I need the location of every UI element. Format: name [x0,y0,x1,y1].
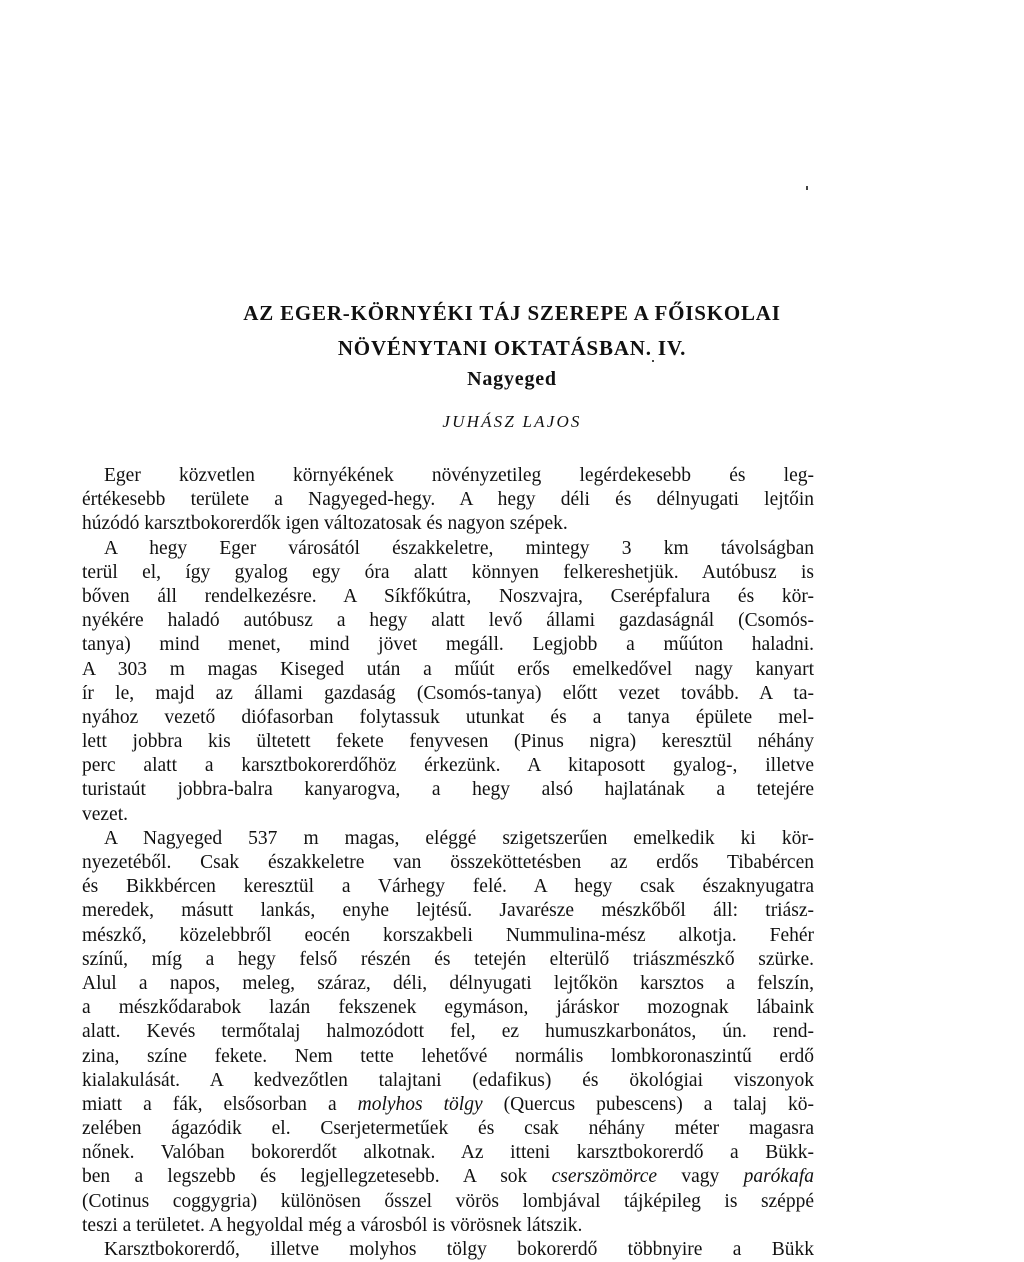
text-line: A hegy Eger városától északkeletre, mintegy 3 km távolságban [104,537,814,559]
stray-mark [806,186,808,190]
text-line: alatt. Kevés termőtalaj halmozódott fel, ez humuszkarbonátos, ún. rend- [82,1021,814,1043]
text-line: terül el, így gyalog egy óra alatt könnyen felkereshetjük. Autóbusz is [82,561,814,583]
article-title-line-1: AZ EGER-KÖRNYÉKI TÁJ SZEREPE A FŐISKOLAI [243,301,781,325]
text-line: húzódó karsztbokorerdők igen változatosak és nagyon szépek. [82,513,568,535]
text-line: perc alatt a karsztbokorerdőhöz érkezünk. A kitaposott gyalog-, illetve [82,755,814,777]
text-line: színű, míg a hegy felső részén és tetején elterülő triászmészkő szürke. [82,948,814,970]
text-line: miatt a fák, elsősorban a molyhos tölgy (Quercus pubescens) a talaj kö- [82,1093,814,1115]
text-line: és Bikkbércen keresztül a Várhegy felé. A hegy csak északnyugatra [82,876,814,898]
text-line: tanya) mind menet, mind jövet megáll. Legjobb a műúton haladni. [82,634,814,656]
text-line: nyezetéből. Csak északkeletre van összeköttetésben az erdős Tibabércen [82,852,814,873]
text-line: zelében ágazódik el. Cserjetermetűek és csak néhány méter magasra [82,1118,814,1140]
article-subtitle: Nagyeged [467,368,557,390]
text-line: teszi a területet. A hegyoldal még a városból is vörösnek látszik. [82,1214,583,1236]
text-line: vezet. [82,803,129,825]
text-line: ben a legszebb és legjellegzetesebb. A sok cserszömörce vagy parókafa [82,1166,814,1188]
text-line: értékesebb területe a Nagyeged-hegy. A hegy déli és délnyugati lejtőin [82,489,814,511]
text-line: bőven áll rendelkezésre. A Síkfőkútra, Noszvajra, Cserépfalura és kör- [82,585,814,607]
text-line: (Cotinus coggygria) különösen ősszel vörös lombjával tájképileg is széppé [82,1190,814,1212]
text-line: kialakulását. A kedvezőtlen talajtani (edafikus) és ökológiai viszonyok [82,1069,814,1091]
text-line: meredek, másutt lankás, enyhe lejtésű. Javarésze mészkőből áll: triász- [82,900,814,922]
text-line: lett jobbra kis ültetett fekete fenyvesen (Pinus nigra) keresztül néhány [82,731,814,753]
article-body [82,464,814,1262]
text-line: Eger közvetlen környékének növényzetileg legérdekesebb és leg- [104,465,814,486]
text-line: nyához vezető diófasorban folytassuk utunkat és a tanya épülete mel- [82,706,814,728]
text-line: mészkő, közelebbről eocén korszakbeli Nummulina-mész alkotja. Fehér [82,924,814,946]
text-line: nyékére haladó autóbusz a hegy alatt levő állami gazdaságnál (Csomós- [82,610,814,632]
text-line: a mészkődarabok lazán fekszenek egymáson, járáskor mozognak lábaink [82,997,814,1019]
text-line: nőnek. Valóban bokorerdőt alkotnak. Az itteni karsztbokorerdő a Bükk- [82,1142,814,1164]
article-author: JUHÁSZ LAJOS [442,412,582,431]
text-line: ír le, majd az állami gazdaság (Csomós-tanya) előtt vezet tovább. A ta- [82,682,814,704]
text-line: Alul a napos, meleg, száraz, déli, délnyugati lejtőkön karsztos a felszín, [82,972,814,994]
text-line: turistaút jobbra-balra kanyarogva, a hegy alsó hajlatának a tetejére [82,779,814,801]
article-title-line-2: NÖVÉNYTANI OKTATÁSBAN. IV. [337,336,687,360]
text-line: Karsztbokorerdő, illetve molyhos tölgy bokorerdő többnyire a Bükk [104,1239,814,1260]
text-line: A Nagyeged 537 m magas, eléggé szigetszerűen emelkedik ki kör- [104,827,814,849]
text-line: zina, színe fekete. Nem tette lehetővé normális lombkoronaszintű erdő [82,1045,814,1067]
text-line: A 303 m magas Kiseged után a műút erős emelkedővel nagy kanyart [82,658,814,680]
